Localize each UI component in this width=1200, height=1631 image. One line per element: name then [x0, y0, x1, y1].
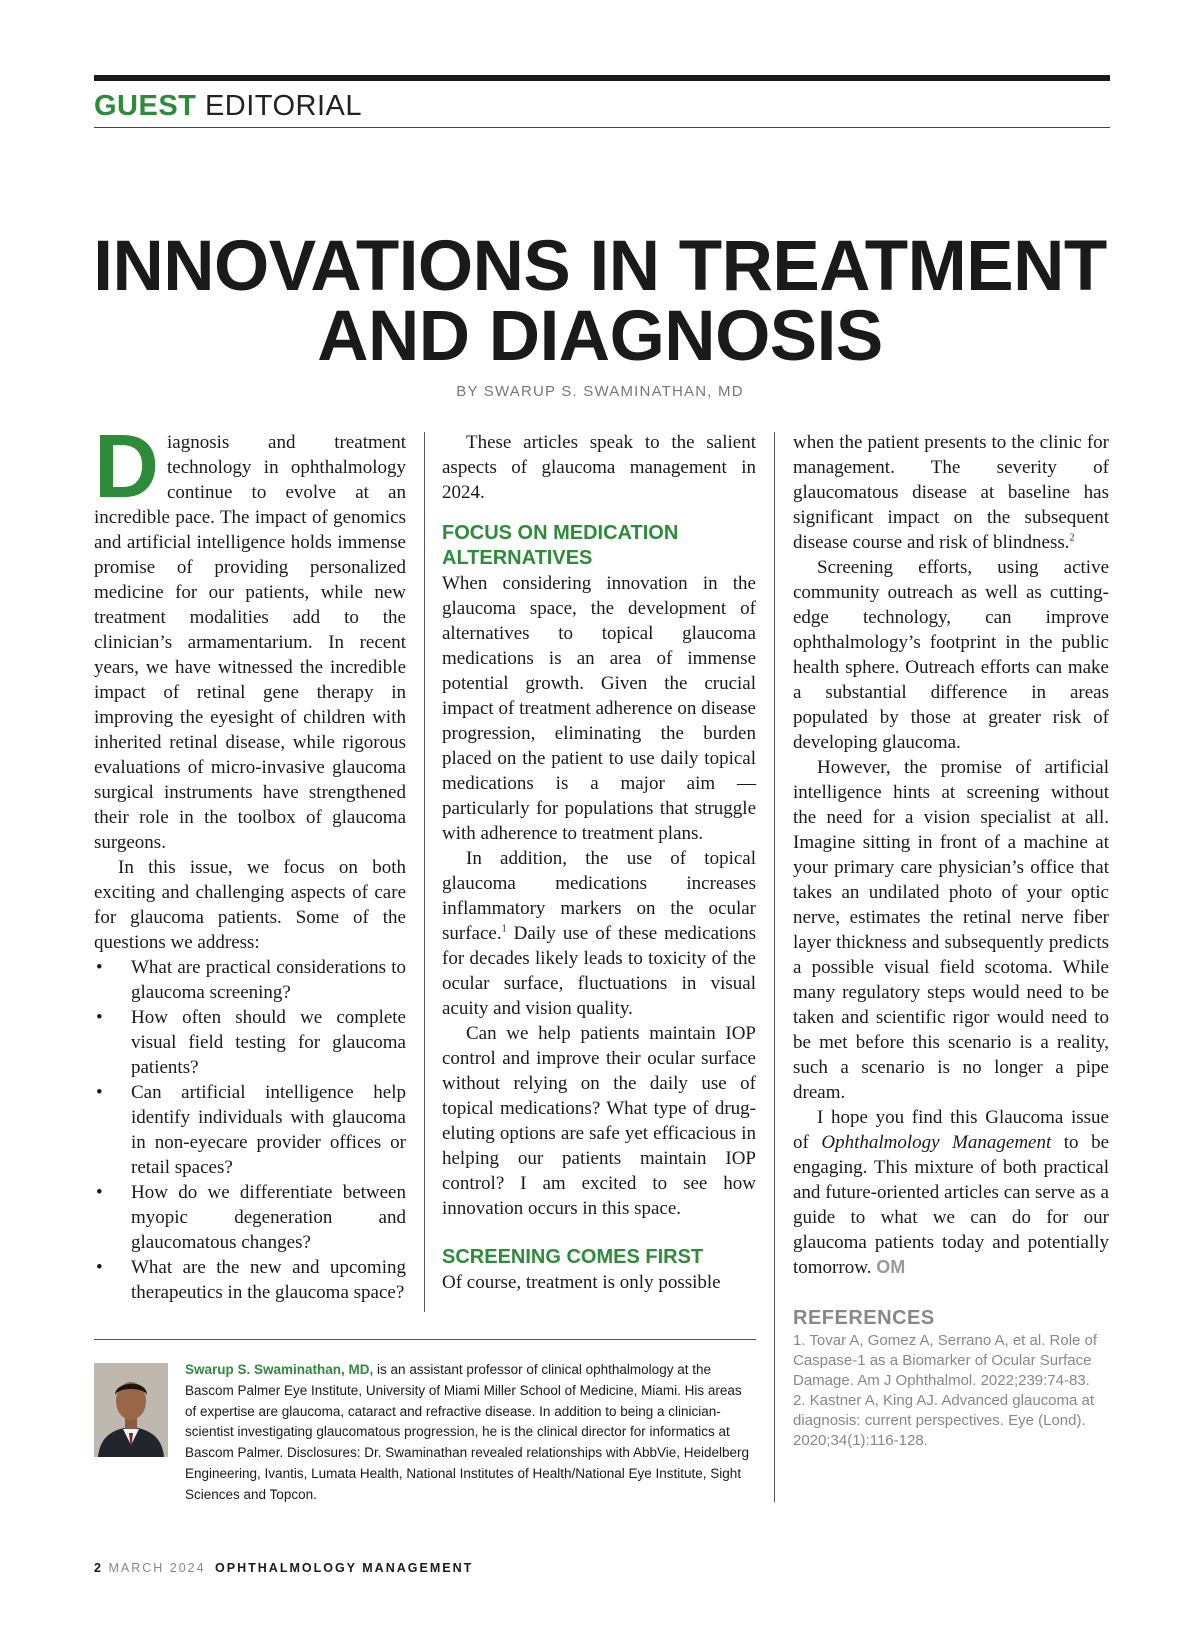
magazine-name: Ophthalmology Management [821, 1132, 1052, 1153]
medication-paragraph: When considering innovation in the glaucoma space, the development of alternatives to topical glaucoma medications is an area of immense potential growth. Given the crucial impact of treatment adherence on disease progression, eliminating the burden placed on the patient to use daily topical medications is a major aim — particularly for populations that struggle with adherence to treatment plans. [442, 573, 756, 844]
list-item [94, 1080, 406, 1180]
subhead-screening: SCREENING COMES FIRST [442, 1246, 704, 1268]
continued-text: when the patient presents to the clinic for management. The severity of glaucomatous disease at baseline has significant impact on the subsequent disease course and risk of blindness. [793, 432, 1109, 553]
section-label-light: EDITORIAL [196, 90, 363, 122]
page-number: 2 [94, 1561, 103, 1575]
bullet-mark: • [96, 1257, 103, 1278]
top-rule [94, 75, 1110, 81]
salient-aspects-paragraph: These articles speak to the salient aspects of glaucoma management in 2024. [442, 432, 756, 503]
bullet-mark: • [96, 1082, 103, 1103]
reference-item: 2. Kastner A, King AJ. Advanced glaucoma at diagnosis: current perspectives. Eye (Lond). 2020;34(1):116-128. [793, 1392, 1095, 1449]
section-label-strong: GUEST [94, 90, 197, 122]
closing-paragraph [793, 1105, 1109, 1280]
topical-paragraph [442, 846, 756, 1021]
citation-1: 1 [501, 923, 507, 935]
list-item-text: Can artificial intelligence help identify individuals with glaucoma in non-eyecare provider offices or retail spaces? [131, 1082, 406, 1178]
ai-paragraph: However, the promise of artificial intelligence hints at screening without the need for a vision specialist at all. Imagine sitting in front of a machine at your primary care physician’s office that takes an undilated photo of your optic nerve, estimates the retinal nerve fiber layer thickness and subsequently predicts a possible visual field scotoma. While many regulatory steps would need to be taken and scientific rigor would need to be met before this scenario is a reality, such a scenario is no longer a pipe dream. [793, 757, 1109, 1103]
topical-text-a: In addition, the use of topical glaucoma medications increases inflammatory markers on the ocular surface. [442, 848, 756, 944]
intro-text: iagnosis and treatment technology in ophthalmology continue to evolve at an incredible pace. The impact of genomics and artificial intelligence holds immense promise of providing personalized medicine for our patients, while new treatment modalities add to the clinician’s armamentarium. In recent years, we have witnessed the incredible impact of retinal gene therapy in improving the eyesight of children with inherited retinal disease, while rigorous evaluations of micro-invasive glaucoma surgical instruments have strengthened their role in the toolbox of glaucoma surgeons. [94, 432, 406, 853]
subhead-medication-alternatives: FOCUS ON MEDICATION ALTERNATIVES [442, 522, 679, 569]
issue-focus-paragraph: In this issue, we focus on both exciting and challenging aspects of care for glaucoma patients. Some of the questions we address: [94, 857, 406, 953]
header-rule [94, 127, 1110, 128]
issue-date: MARCH 2024 [108, 1561, 206, 1575]
reference-item: 1. Tovar A, Gomez A, Serrano A, et al. Role of Caspase-1 as a Biomarker of Ocular Surface Damage. Am J Ophthalmol. 2022;239:74-83. [793, 1332, 1098, 1389]
list-item [94, 1180, 406, 1255]
article-title [60, 227, 1140, 376]
byline: BY SWARUP S. SWAMINATHAN, MD [456, 383, 744, 400]
title-line-1: INNOVATIONS IN TREATMENT [93, 227, 1107, 306]
bullet-mark: • [96, 1007, 103, 1028]
list-item [94, 955, 406, 1005]
bullet-mark: • [96, 1182, 103, 1203]
column-divider-1 [424, 432, 425, 1312]
citation-2: 2 [1069, 532, 1075, 544]
magazine-title: OPHTHALMOLOGY MANAGEMENT [215, 1561, 474, 1575]
list-item-text: What are the new and upcoming therapeutics in the glaucoma space? [131, 1257, 406, 1303]
closing-text-a: I hope you find this Glaucoma issue of [793, 1107, 1109, 1153]
list-item [94, 1255, 406, 1305]
closing-text-b: to be engaging. This mixture of both practical and future-oriented articles can serve as a guide to what we can do for our glaucoma patients today and potentially tomorrow. [793, 1132, 1110, 1278]
references-heading: REFERENCES [793, 1307, 935, 1329]
list-item-text: How often should we complete visual field testing for glaucoma patients? [131, 1007, 406, 1078]
page-footer [94, 1561, 473, 1575]
sign-off-mark: OM [876, 1257, 906, 1277]
list-item-text: What are practical considerations to glaucoma screening? [131, 957, 406, 1003]
topical-text-b: Daily use of these medications for decades likely leads to toxicity of the ocular surface, fluctuations in visual acuity and vision quality. [442, 923, 756, 1019]
column-1 [94, 417, 406, 1305]
continued-paragraph [793, 430, 1109, 555]
list-item [94, 1005, 406, 1080]
iop-paragraph: Can we help patients maintain IOP control and improve their ocular surface without relying on the daily use of topical medications? What type of drug-eluting options are safe yet efficacious in helping our patients maintain IOP control? I am excited to see how innovation occurs in this space. [442, 1023, 756, 1219]
author-name: Swarup S. Swaminathan, MD, [185, 1362, 374, 1377]
bio-rule [94, 1339, 756, 1340]
author-bio-text: is an assistant professor of clinical ophthalmology at the Bascom Palmer Eye Institute, University of Miami Miller School of Medicine, Miami. His areas of expertise are glaucoma, cataract and refractive disease. In addition to being a clinician-scientist investigating glaucomatous progression, he is the clinical director for informatics at Bascom Palmer. Disclosures: Dr. Swaminathan revealed relationships with AbbVie, Heidelberg Engineering, Ivantis, Lumata Health, National Institutes of Health/National Eye Institute, Sight Sciences and Topcon. [185, 1362, 750, 1502]
author-photo [94, 1363, 168, 1457]
drop-cap: D [94, 417, 159, 517]
section-label [94, 88, 362, 124]
bullet-mark: • [96, 957, 103, 978]
author-portrait-icon [94, 1363, 168, 1457]
outreach-paragraph: Screening efforts, using active community outreach as well as cutting-edge technology, can improve ophthalmology’s footprint in the public health sphere. Outreach efforts can make a substantial difference in areas populated by those at greater risk of developing glaucoma. [793, 557, 1109, 753]
screening-paragraph: Of course, treatment is only possible [442, 1272, 721, 1293]
question-list [94, 955, 406, 1305]
column-2 [442, 430, 756, 1295]
title-line-2: AND DIAGNOSIS [317, 297, 883, 376]
intro-paragraph [94, 417, 406, 855]
author-bio [185, 1360, 755, 1506]
list-item-text: How do we differentiate between myopic degeneration and glaucomatous changes? [131, 1182, 406, 1253]
column-3 [793, 430, 1109, 1451]
column-divider-2 [774, 432, 775, 1502]
